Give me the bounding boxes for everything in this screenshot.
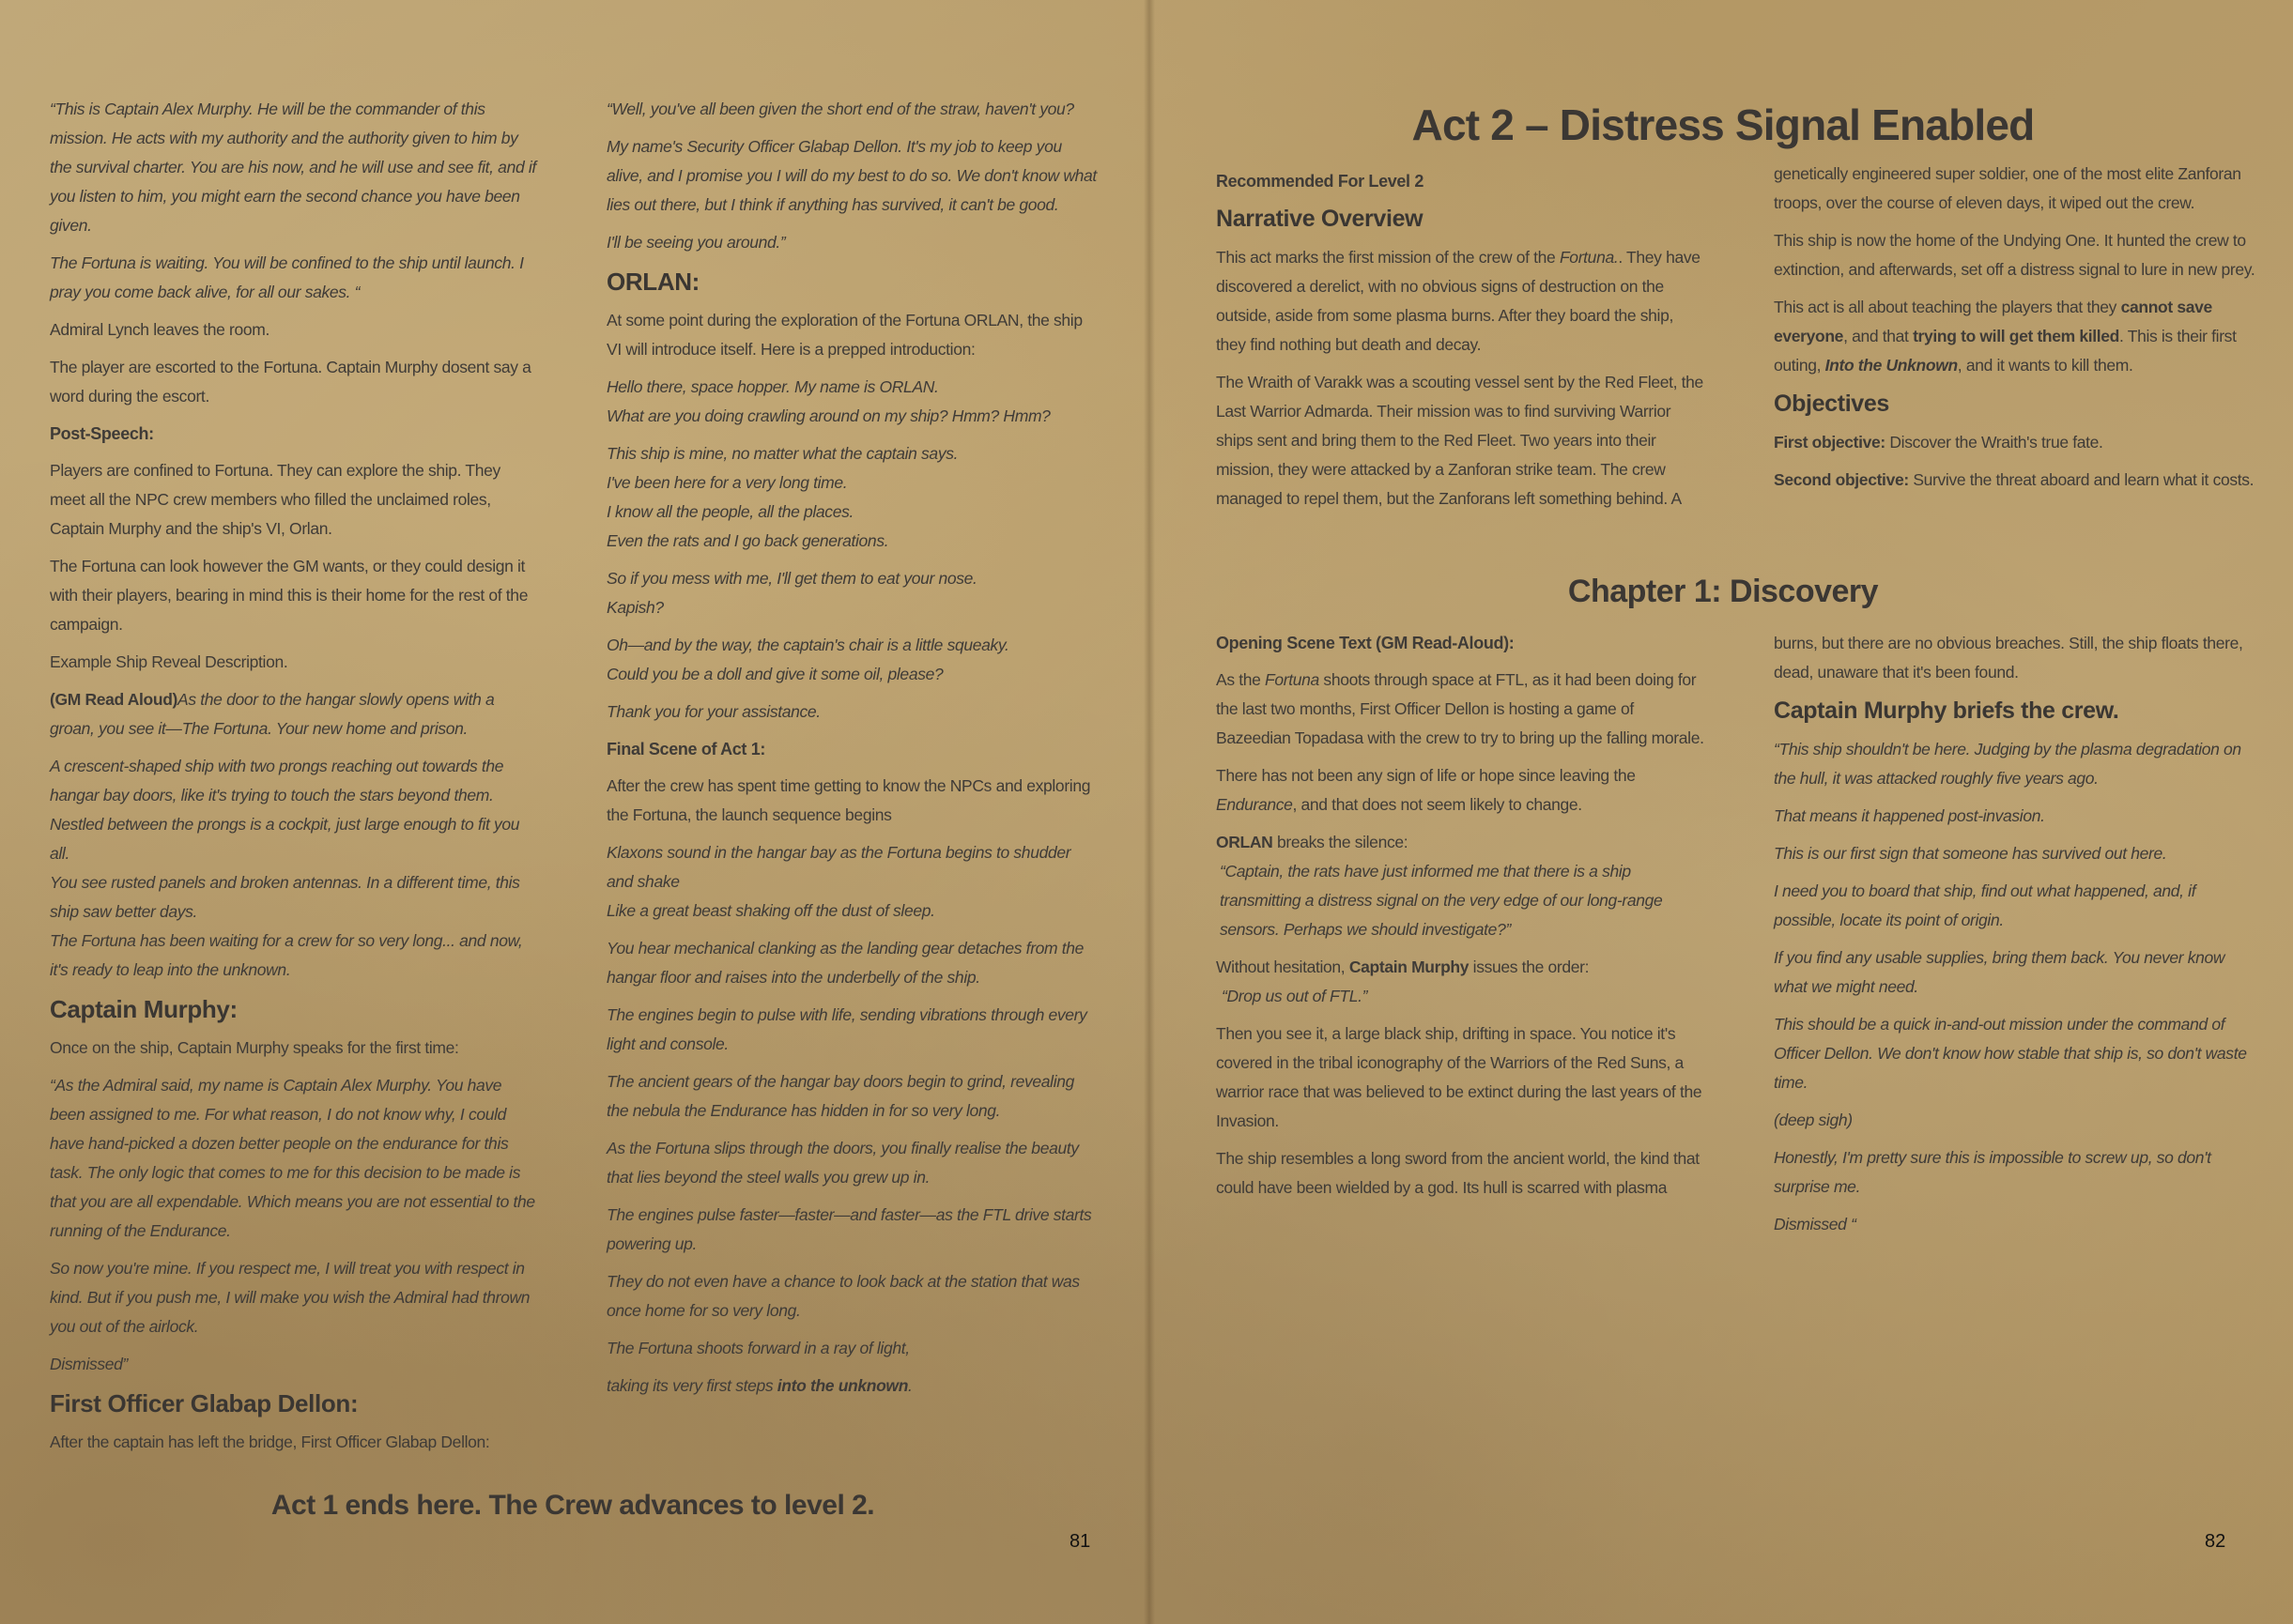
- narrative-overview-heading: Narrative Overview: [1216, 206, 1424, 232]
- recommended-level: Recommended For Level 2: [1216, 172, 1424, 191]
- right-page-column-1: [1216, 167, 1704, 522]
- act-1-end-banner: Act 1 ends here. The Crew advances to level 2.: [270, 1490, 875, 1521]
- post-speech-heading: Post-Speech:: [50, 424, 154, 443]
- klaxons-text: Klaxons sound in the hangar bay as the Fortuna begins to shudder and shake: [607, 843, 1071, 891]
- hangar-gears-text: The ancient gears of the hangar bay doors begin to grind, revealing the nebula the Endurance has hidden in for so very long.: [607, 1072, 1075, 1120]
- briefing-dismissed: Dismissed “: [1774, 1215, 1856, 1233]
- fortuna-waiting-text: The Fortuna has been waiting for a crew for so very long... and now, it's ready to leap into the unknown.: [50, 931, 523, 979]
- order-pre: Without hesitation,: [1216, 958, 1349, 976]
- dellon-speech-1: “Well, you've all been given the short end of the straw, haven't you?: [607, 100, 1074, 118]
- briefing-line-7: Honestly, I'm pretty sure this is impossible to screw up, so don't surprise me.: [1774, 1148, 2211, 1196]
- hangar-door-text: As the door to the hangar slowly opens with a groan, you see it—The Fortuna. Your new home and prison.: [50, 690, 495, 738]
- first-objective-label: First objective:: [1774, 433, 1885, 452]
- ftl-pre: As the: [1216, 670, 1266, 689]
- engines-pulse-text: The engines begin to pulse with life, sending vibrations through every light and console.: [607, 1005, 1087, 1053]
- orlan-line-10: Could you be a doll and give it some oil, please?: [607, 665, 944, 683]
- final-scene-heading: Final Scene of Act 1:: [607, 740, 766, 758]
- landing-gear-text: You hear mechanical clanking as the landing gear detaches from the hangar floor and raises into the underbelly of the ship.: [607, 939, 1085, 987]
- briefing-line-4: I need you to board that ship, find out what happened, and, if possible, locate its point of origin.: [1774, 881, 2196, 929]
- objectives-heading: Objectives: [1774, 391, 1889, 417]
- second-objective-label: Second objective:: [1774, 470, 1909, 489]
- first-officer-heading: First Officer Glabap Dellon:: [50, 1389, 359, 1417]
- narrative-overview-text: [1216, 243, 1704, 360]
- briefing-line-5: If you find any usable supplies, bring them back. You never know what we might need.: [1774, 948, 2225, 996]
- ftl-post: shoots through space at FTL, as it had been doing for the last two months, First Officer Dellon is hosting a game of Bazeedian Topadasa with the crew to try to bring up the falling morale.: [1216, 670, 1704, 747]
- first-objective: [1774, 428, 2257, 457]
- second-objective-text: Survive the threat aboard and learn what it costs.: [1908, 470, 2255, 489]
- escort-text: The player are escorted to the Fortuna. Captain Murphy dosent say a word during the escort.: [50, 358, 531, 406]
- cannot-save-everyone: cannot save everyone: [1774, 298, 2212, 345]
- purpose-e: . This is their first outing,: [1774, 327, 2237, 375]
- orlan-line-9: Oh—and by the way, the captain's chair is a little squeaky.: [607, 636, 1009, 654]
- right-page-column-4: [1774, 629, 2257, 1248]
- purpose-a: This act is all about teaching the players that they: [1774, 298, 2121, 316]
- orlan-line-2: What are you doing crawling around on my ship? Hmm? Hmm?: [607, 406, 1051, 425]
- purpose-g: , and it wants to kill them.: [1957, 356, 2133, 375]
- briefing-deep-sigh: (deep sigh): [1774, 1111, 1853, 1129]
- launch-sequence-text: After the crew has spent time getting to know the NPCs and exploring the Fortuna, the launch sequence begins: [607, 776, 1091, 824]
- gm-read-aloud-label: (GM Read Aloud): [50, 690, 178, 709]
- page-gutter: [1144, 0, 1155, 1624]
- order-post: issues the order:: [1469, 958, 1590, 976]
- page-number-left: 81: [1070, 1531, 1091, 1552]
- ship-reveal-label: Example Ship Reveal Description.: [50, 652, 288, 671]
- great-beast-text: Like a great beast shaking off the dust of sleep.: [607, 901, 935, 920]
- purpose-c: , and that: [1843, 327, 1914, 345]
- orlan-line-4: I've been here for a very long time.: [607, 473, 848, 492]
- first-officer-intro: After the captain has left the bridge, First Officer Glabap Dellon:: [50, 1432, 490, 1451]
- left-page-column-1: [50, 95, 538, 1465]
- captain-murphy-bold: Captain Murphy: [1348, 958, 1470, 976]
- confined-text: Players are confined to Fortuna. They can explore the ship. They meet all the NPC crew members who filled the unclaimed roles, Captain Murphy and the ship's VI, Orlan.: [50, 461, 500, 538]
- orlan-distress-quote: “Captain, the rats have just informed me that there is a ship transmitting a distress signal on the very edge of our long-range sensors. Perhaps we should investigate?”: [1220, 862, 1663, 939]
- orlan-heading: ORLAN:: [607, 268, 700, 296]
- wraith-of-varakk-text: The Wraith of Varakk was a scouting vessel sent by the Red Fleet, the Last Warrior Admarda. Their mission was to find surviving Warrior ships sent and bring them to the Red Fleet. Two years into their mission, they were attacked by a Zanforan strike team. The crew managed to repel them, but the Zanforans left something behind. A: [1216, 373, 1703, 508]
- orlan-intro-text: At some point during the exploration of the Fortuna ORLAN, the ship VI will introduce itself. Here is a prepped introduction:: [607, 311, 1083, 359]
- dellon-speech-3: I'll be seeing you around.”: [607, 233, 786, 252]
- narrative-pre: This act marks the first mission of the crew of the: [1216, 248, 1560, 267]
- into-the-unknown-bold: into the unknown: [777, 1376, 909, 1395]
- first-steps-text: [607, 1371, 1100, 1401]
- orlan-line-3: This ship is mine, no matter what the captain says.: [607, 444, 959, 463]
- fortuna-waiting-quote: The Fortuna is waiting. You will be confined to the ship until launch. I pray you come back alive, for all our sakes. “: [50, 253, 524, 301]
- long-sword-text: The ship resembles a long sword from the ancient world, the kind that could have been wielded by a god. Its hull is scarred with plasma: [1216, 1149, 1700, 1197]
- captain-order-text: [1216, 953, 1704, 982]
- briefing-line-6: This should be a quick in-and-out mission under the command of Officer Dellon. We don't know how stable that ship is, so don't waste time.: [1774, 1015, 2247, 1092]
- ftl-drive-text: The engines pulse faster—faster—and faster—as the FTL drive starts powering up.: [607, 1205, 1092, 1253]
- orlan-bold: ORLAN: [1216, 833, 1273, 851]
- first-objective-text: Discover the Wraith's true fate.: [1885, 433, 2103, 452]
- briefing-line-3: This is our first sign that someone has survived out here.: [1774, 844, 2167, 863]
- act-purpose-text: [1774, 293, 2257, 380]
- ship-reveal-paragraph: [50, 685, 538, 743]
- first-steps-post: .: [908, 1376, 913, 1395]
- captain-murphy-heading: Captain Murphy:: [50, 995, 238, 1023]
- into-the-unknown-title: Into the Unknown: [1824, 356, 1958, 375]
- opening-scene-heading: Opening Scene Text (GM Read-Aloud):: [1216, 634, 1515, 652]
- captain-first-speech-intro: Once on the ship, Captain Murphy speaks for the first time:: [50, 1038, 459, 1057]
- act-2-title: Act 2 – Distress Signal Enabled: [1411, 100, 2035, 149]
- rusted-panels-text: You see rusted panels and broken antennas. In a different time, this ship saw better days.: [50, 873, 520, 921]
- no-sign-post: , and that does not seem likely to change.: [1292, 795, 1582, 814]
- undying-one-text: This ship is now the home of the Undying One. It hunted the crew to extinction, and afterwards, set off a distress signal to lure in new prey.: [1774, 231, 2255, 279]
- drop-out-of-ftl-quote: “Drop us out of FTL.”: [1222, 987, 1368, 1005]
- briefing-line-2: That means it happened post-invasion.: [1774, 806, 2045, 825]
- look-back-text: They do not even have a chance to look back at the station that was once home for so very long.: [607, 1272, 1080, 1320]
- breaks-silence-post: breaks the silence:: [1272, 833, 1408, 851]
- orlan-line-6: Even the rats and I go back generations.: [607, 531, 889, 550]
- admiral-leaves-text: Admiral Lynch leaves the room.: [50, 320, 269, 339]
- page-number-right: 82: [2205, 1531, 2226, 1552]
- admiral-speech-end: “This is Captain Alex Murphy. He will be the commander of this mission. He acts with my authority and the authority given to him by the survival charter. You are his now, and he will use and see fit, and if you listen to him, you might earn the second chance you have been given.: [50, 100, 536, 235]
- fortuna-design-text: The Fortuna can look however the GM wants, or they could design it with their players, bearing in mind this is their home for the rest of the campaign.: [50, 557, 529, 634]
- orlan-breaks-silence: [1216, 828, 1704, 857]
- orlan-line-8: Kapish?: [607, 598, 664, 617]
- trying-will-kill: trying to will get them killed: [1913, 327, 2120, 345]
- chapter-1-title: Chapter 1: Discovery: [1567, 574, 1879, 609]
- no-sign-of-life-text: [1216, 761, 1704, 820]
- no-sign-pre: There has not been any sign of life or hope since leaving the: [1216, 766, 1636, 785]
- fortuna-italic-2: Fortuna: [1265, 670, 1319, 689]
- captain-speech-1: “As the Admiral said, my name is Captain Alex Murphy. You have been assigned to me. For what reason, I do not know why, I could have hand-picked a dozen better people on the endurance for this task. The only logic that comes to me for this decision to be made is that you are all expendable. Which means you are not essential to the running of the Endurance.: [50, 1076, 535, 1240]
- captain-dismissed: Dismissed”: [50, 1355, 129, 1373]
- captain-briefs-heading: Captain Murphy briefs the crew.: [1774, 697, 2119, 724]
- first-steps-pre: taking its very first steps: [607, 1376, 777, 1395]
- second-objective: [1774, 466, 2257, 495]
- briefing-line-1: “This ship shouldn't be here. Judging by the plasma degradation on the hull, it was attacked roughly five years ago.: [1774, 740, 2241, 788]
- left-page-column-2: [607, 95, 1100, 1409]
- endurance-italic: Endurance: [1216, 795, 1293, 814]
- orlan-line-11: Thank you for your assistance.: [607, 702, 821, 721]
- orlan-line-7: So if you mess with me, I'll get them to eat your nose.: [607, 569, 977, 588]
- right-page-column-2: [1774, 160, 2257, 503]
- ftl-opening-text: [1216, 666, 1704, 753]
- ray-of-light-text: The Fortuna shoots forward in a ray of light,: [607, 1339, 910, 1357]
- captain-speech-2: So now you're mine. If you respect me, I will treat you with respect in kind. But if you push me, I will make you wish the Admiral had thrown you out of the airlock.: [50, 1259, 531, 1336]
- crescent-ship-text: A crescent-shaped ship with two prongs reaching out towards the hangar bay doors, like it's trying to touch the stars beyond them. Nestled between the prongs is a cockpit, just large enough to fit you all.: [50, 757, 520, 863]
- orlan-line-1: Hello there, space hopper. My name is ORLAN.: [607, 377, 939, 396]
- black-ship-text: Then you see it, a large black ship, drifting in space. You notice it's covered in the tribal iconography of the Warriors of the Red Suns, a warrior race that was believed to be extinct during the last years of the Invasion.: [1216, 1024, 1702, 1130]
- orlan-line-5: I know all the people, all the places.: [607, 502, 854, 521]
- fortuna-slips-text: As the Fortuna slips through the doors, you finally realise the beauty that lies beyond the steel walls you grew up in.: [607, 1139, 1079, 1187]
- narrative-post: . They have discovered a derelict, with no obvious signs of destruction on the outside, aside from some plasma burns. After they board the ship, they find nothing but death and decay.: [1216, 248, 1701, 354]
- super-soldier-text: genetically engineered super soldier, one of the most elite Zanforan troops, over the course of eleven days, it wiped out the crew.: [1774, 164, 2241, 212]
- plasma-burns-text: burns, but there are no obvious breaches. Still, the ship floats there, dead, unaware that it's been found.: [1774, 634, 2243, 682]
- right-page-column-3: [1216, 629, 1704, 1211]
- fortuna-italic: Fortuna.: [1559, 248, 1619, 267]
- dellon-speech-2: My name's Security Officer Glabap Dellon. It's my job to keep you alive, and I promise you I will do my best to do so. We don't know what lies out there, but I think if anything has survived, it can't be good.: [607, 137, 1097, 214]
